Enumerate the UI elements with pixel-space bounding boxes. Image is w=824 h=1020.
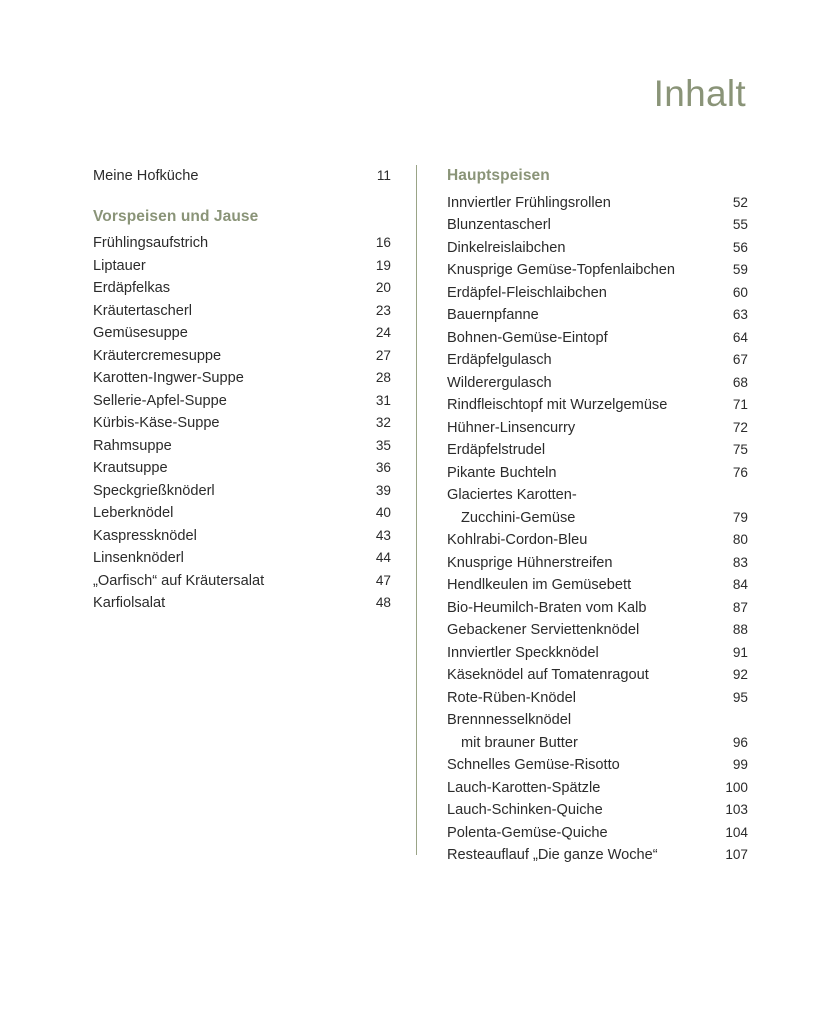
toc-entry-title: Kaspressknödel	[93, 527, 197, 544]
toc-entry[interactable]	[447, 529, 748, 552]
toc-entry[interactable]	[93, 502, 391, 525]
toc-entry-title: Erdäpfelgulasch	[447, 352, 552, 368]
toc-entry[interactable]	[93, 457, 391, 480]
toc-entry-page-number: 60	[732, 284, 748, 300]
toc-entry-title: Hendlkeulen im Gemüsebett	[447, 577, 632, 593]
toc-entry[interactable]	[447, 462, 748, 485]
toc-entry-page-number: 56	[732, 239, 748, 255]
toc-entry-title: Linsenknöderl	[93, 550, 184, 566]
toc-entry[interactable]	[447, 439, 748, 462]
toc-entry-title: Frühlingsaufstrich	[93, 235, 209, 251]
toc-entry-title: Gemüsesuppe	[93, 325, 188, 341]
toc-entry-page-number: 32	[375, 415, 391, 430]
toc-entry[interactable]	[447, 327, 748, 350]
toc-entry-title: Leberknödel	[93, 505, 174, 521]
toc-entry-page-number: 84	[732, 577, 748, 592]
toc-entry-title: Karfiolsalat	[93, 595, 166, 611]
toc-entry[interactable]	[447, 844, 748, 867]
toc-entry[interactable]	[93, 390, 391, 413]
toc-entry-title: Bio-Heumilch-Braten vom Kalb	[447, 599, 647, 616]
toc-entry-page-number: 28	[375, 370, 391, 385]
toc-entry-title: Gebackener Serviettenknödel	[447, 622, 640, 638]
toc-entry-page-number: 107	[725, 847, 748, 862]
toc-section-heading: Hauptspeisen	[447, 167, 550, 184]
toc-entry-page-number: 68	[732, 374, 748, 390]
toc-entry[interactable]	[447, 664, 748, 687]
toc-entry[interactable]	[447, 709, 748, 754]
toc-entry-page-number: 19	[375, 257, 391, 273]
toc-entry-page-number: 100	[725, 779, 748, 795]
toc-entry-page-number: 44	[375, 550, 391, 565]
toc-entry-page-number: 72	[732, 419, 748, 435]
toc-entry[interactable]	[93, 277, 391, 300]
toc-entry[interactable]	[93, 345, 391, 368]
toc-entry[interactable]	[93, 525, 391, 548]
toc-entry[interactable]	[447, 349, 748, 372]
toc-entry-title: Innviertler Frühlingsrollen	[447, 194, 611, 211]
toc-entry-title: Kürbis-Käse-Suppe	[93, 415, 220, 431]
toc-entry-page-number: 75	[732, 442, 748, 457]
toc-entry[interactable]	[447, 642, 748, 665]
toc-entry-title: „Oarfisch“ auf Kräutersalat	[93, 572, 265, 589]
toc-entry[interactable]	[93, 255, 391, 278]
toc-entry[interactable]	[447, 259, 748, 282]
toc-entry-page-number: 31	[375, 392, 391, 408]
toc-entry-page-number: 96	[732, 734, 748, 750]
toc-entry-page-number: 92	[732, 667, 748, 682]
toc-entry-page-number: 47	[375, 572, 391, 588]
toc-entry-title: Rote-Rüben-Knödel	[447, 689, 576, 706]
toc-entry-page-number: 59	[732, 262, 748, 277]
toc-entry-page-number: 104	[725, 824, 748, 840]
toc-entry-page-number: 99	[732, 757, 748, 772]
toc-entry-page-number: 16	[375, 235, 391, 250]
toc-entry[interactable]	[93, 367, 391, 390]
toc-column-right	[447, 165, 748, 867]
toc-entry-title: Knusprige Gemüse-Topfenlaibchen	[447, 262, 675, 278]
toc-entry-page-number: 48	[375, 595, 391, 610]
toc-entry-page-number: 24	[375, 325, 391, 340]
toc-entry[interactable]	[447, 214, 748, 237]
toc-entry[interactable]	[447, 237, 748, 260]
toc-entry-title: Pikante Buchteln	[447, 464, 557, 481]
toc-entry-page-number: 67	[732, 352, 748, 367]
toc-entry-title: Karotten-Ingwer-Suppe	[93, 370, 244, 386]
toc-entry-title: Hühner-Linsencurry	[447, 419, 576, 436]
toc-entry[interactable]	[447, 394, 748, 417]
toc-entry-title: Innviertler Speckknödel	[447, 644, 599, 661]
toc-entry[interactable]	[447, 484, 748, 529]
toc-entry-page-number: 40	[375, 505, 391, 520]
toc-entry-title: Käseknödel auf Tomatenragout	[447, 667, 649, 683]
toc-entry-title: Polenta-Gemüse-Quiche	[447, 824, 608, 841]
toc-entry[interactable]	[447, 754, 748, 777]
toc-entry[interactable]	[447, 799, 748, 822]
toc-entry-page-number: 83	[732, 554, 748, 570]
toc-entry-page-number: 36	[375, 460, 391, 475]
toc-entry-title-continued	[447, 507, 748, 530]
toc-entry[interactable]	[93, 547, 391, 570]
toc-entry[interactable]	[93, 412, 391, 435]
toc-entry-title: Lauch-Schinken-Quiche	[447, 802, 603, 818]
page-title: Inhalt	[653, 73, 746, 114]
toc-entry-title: Rindfleischtopf mit Wurzelgemüse	[447, 397, 668, 413]
toc-entry-page-number: 79	[732, 509, 748, 525]
toc-entry-title: Bohnen-Gemüse-Eintopf	[447, 329, 608, 346]
toc-entry[interactable]	[93, 480, 391, 503]
toc-entry-title: Bauernpfanne	[447, 307, 539, 323]
toc-entry[interactable]	[93, 322, 391, 345]
toc-entry-page-number: 43	[375, 527, 391, 543]
toc-entry-title: Blunzentascherl	[447, 217, 551, 233]
toc-entry-title: Kräutertascherl	[93, 302, 192, 319]
toc-column-left	[93, 165, 391, 615]
toc-entry[interactable]	[447, 687, 748, 710]
toc-entry[interactable]	[93, 592, 391, 615]
toc-entry[interactable]	[447, 597, 748, 620]
toc-entry-title: Resteauflauf „Die ganze Woche“	[447, 847, 658, 863]
toc-entry[interactable]	[447, 192, 748, 215]
toc-entry[interactable]	[447, 282, 748, 305]
toc-entry-title: Knusprige Hühnerstreifen	[447, 554, 613, 571]
column-divider	[416, 165, 417, 855]
toc-entry-title-line2: mit brauner Butter	[461, 734, 578, 751]
toc-entry-page-number: 39	[375, 482, 391, 498]
toc-entry-page-number: 55	[732, 217, 748, 232]
toc-entry[interactable]	[447, 777, 748, 800]
toc-entry-page-number: 71	[732, 397, 748, 412]
toc-entry-title: Rahmsuppe	[93, 437, 172, 454]
toc-entry-title: Erdäpfelkas	[93, 280, 171, 296]
toc-entry-title: Kohlrabi-Cordon-Bleu	[447, 532, 588, 548]
toc-entry-page-number: 63	[732, 307, 748, 322]
toc-entry-title: Krautsuppe	[93, 460, 168, 476]
toc-entry-title: Erdäpfel-Fleischlaibchen	[447, 284, 607, 301]
toc-entry-page-number: 76	[732, 464, 748, 480]
toc-entry-page-number: 27	[375, 347, 391, 363]
toc-entry[interactable]	[447, 304, 748, 327]
toc-entry-page-number: 87	[732, 599, 748, 615]
toc-entry[interactable]	[93, 570, 391, 593]
toc-entry-page-number: 11	[376, 168, 391, 183]
toc-entry[interactable]	[93, 232, 391, 255]
toc-entry-page-number: 95	[732, 689, 748, 705]
toc-entry[interactable]	[447, 372, 748, 395]
toc-entry-page-number: 23	[375, 302, 391, 318]
toc-entry[interactable]	[447, 552, 748, 575]
toc-entry[interactable]	[93, 435, 391, 458]
toc-entry[interactable]	[93, 165, 391, 188]
toc-entry[interactable]	[447, 417, 748, 440]
toc-entry-title: Speckgrießknöderl	[93, 482, 215, 499]
toc-section-heading: Vorspeisen und Jause	[93, 207, 259, 225]
toc-entry-title: Meine Hofküche	[93, 168, 199, 184]
toc-entry[interactable]	[447, 574, 748, 597]
toc-entry-title: Sellerie-Apfel-Suppe	[93, 392, 227, 409]
toc-entry-page-number: 35	[375, 437, 391, 453]
toc-entry-title: Wilderergulasch	[447, 374, 552, 391]
toc-entry[interactable]	[93, 300, 391, 323]
toc-entry-title: Lauch-Karotten-Spätzle	[447, 779, 601, 796]
toc-entry-title: Glaciertes Karotten-	[447, 487, 577, 503]
toc-entry-page-number: 103	[725, 802, 748, 817]
toc-entry-title-line2: Zucchini-Gemüse	[461, 509, 576, 526]
toc-entry-page-number: 91	[732, 644, 748, 660]
toc-entry-page-number: 88	[732, 622, 748, 637]
toc-entry-page-number: 52	[732, 194, 748, 210]
toc-entry-page-number: 20	[375, 280, 391, 295]
toc-entry-title-continued	[447, 732, 748, 755]
toc-entry-title: Erdäpfelstrudel	[447, 442, 546, 458]
toc-entry-title: Brennnesselknödel	[447, 712, 572, 728]
toc-entry[interactable]	[447, 822, 748, 845]
toc-entry-title: Dinkelreislaibchen	[447, 239, 566, 256]
toc-entry-page-number: 80	[732, 532, 748, 547]
toc-entry-title: Kräutercremesuppe	[93, 347, 222, 364]
toc-entry-title: Schnelles Gemüse-Risotto	[447, 757, 620, 773]
toc-entry[interactable]	[447, 619, 748, 642]
toc-entry-page-number: 64	[732, 329, 748, 345]
toc-entry-title: Liptauer	[93, 257, 146, 274]
